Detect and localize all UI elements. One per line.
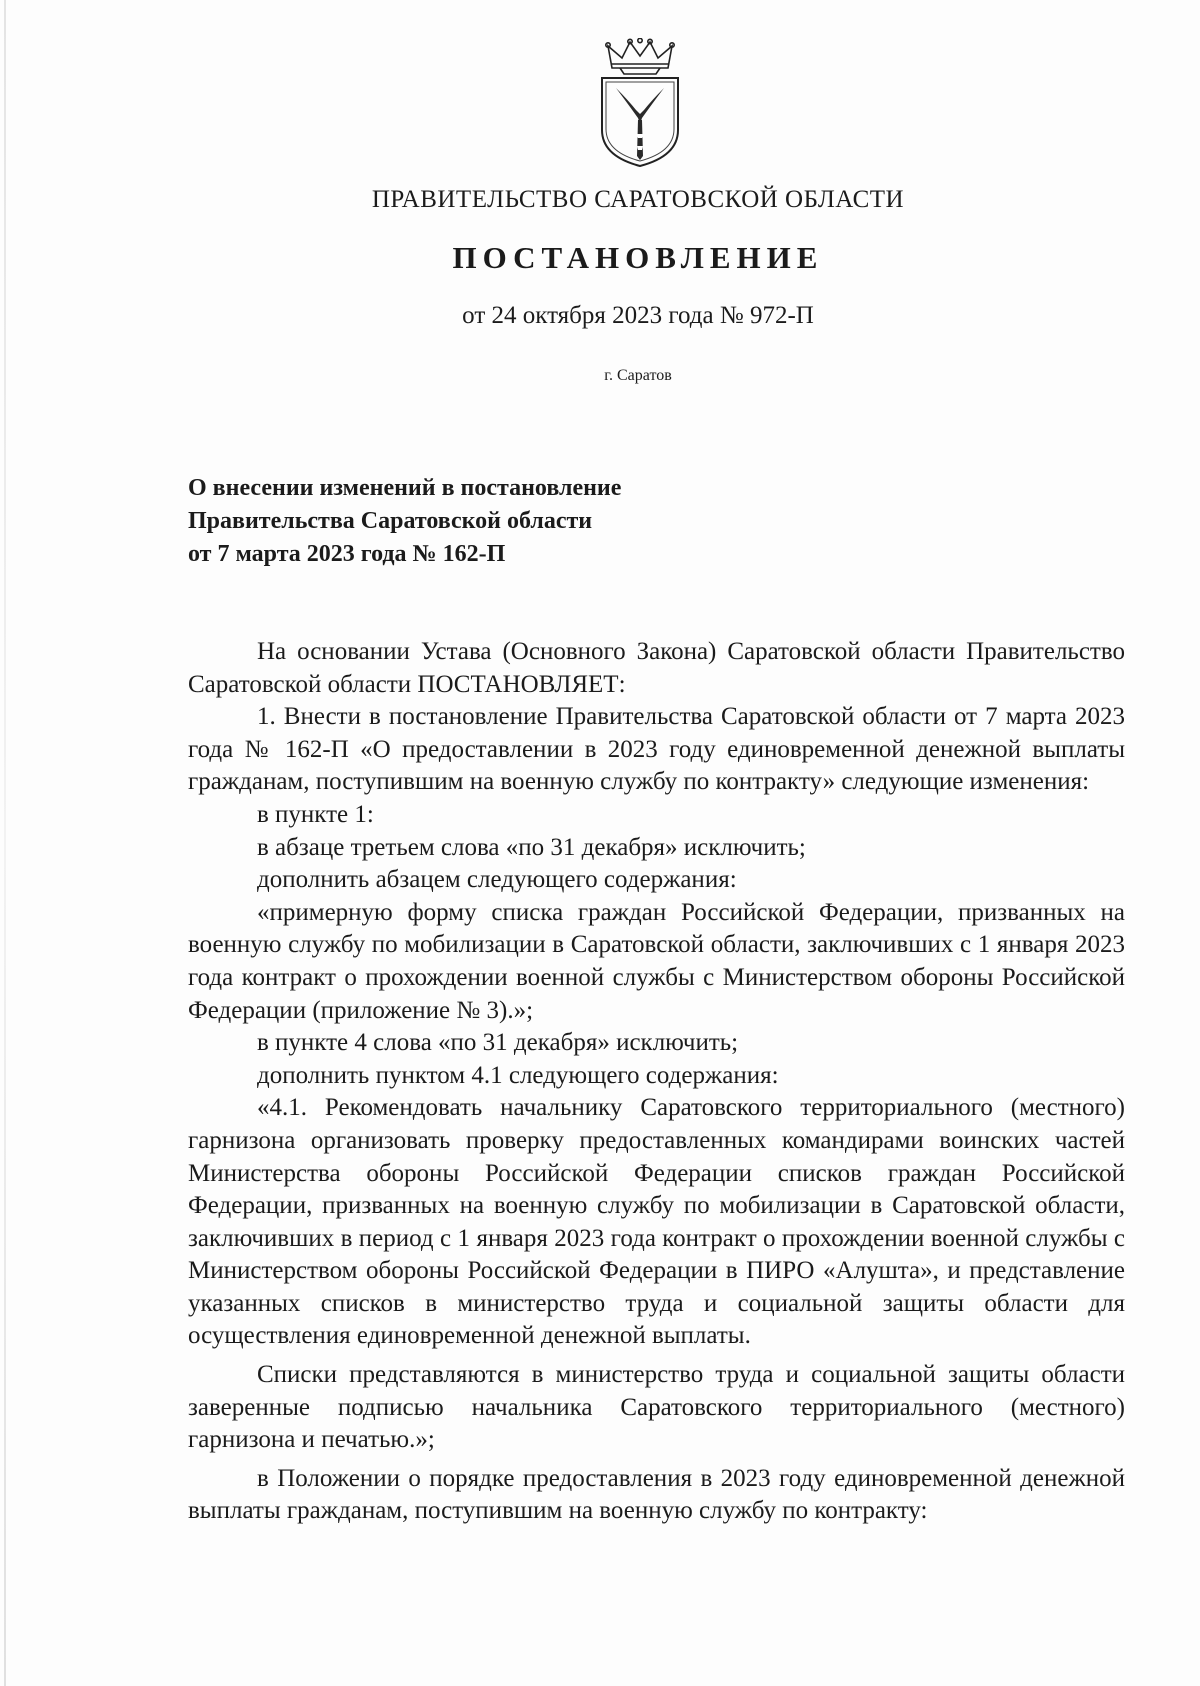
subject-line: Правительства Саратовской области bbox=[188, 508, 593, 534]
body-paragraph: в пункте 1: bbox=[257, 800, 374, 828]
body-paragraph: дополнить пунктом 4.1 следующего содержания: bbox=[257, 1061, 779, 1089]
body-paragraph: в пункте 4 слова «по 31 декабря» исключить; bbox=[257, 1029, 739, 1057]
body-paragraph: дополнить абзацем следующего содержания: bbox=[257, 866, 737, 894]
document-subject bbox=[188, 472, 888, 571]
body-paragraph: в Положении о порядке предоставления в 2023 году единовременной денежной выплаты гражданам, поступившим на военную службу по контракту: bbox=[188, 1464, 1125, 1525]
subject-line: О внесении изменений в постановление bbox=[188, 475, 622, 501]
body-paragraph: в абзаце третьем слова «по 31 декабря» исключить; bbox=[257, 833, 806, 861]
body-paragraph: 1. Внести в постановление Правительства Саратовской области от 7 марта 2023 года № 162-П «О предоставлении в 2023 году единовременной денежной выплаты гражданам, поступившим на военную службу по контракту» следующие изменения: bbox=[188, 703, 1125, 796]
document-city: г. Саратов bbox=[604, 367, 672, 384]
document-type-title: ПОСТАНОВЛЕНИЕ bbox=[452, 240, 824, 275]
government-name: ПРАВИТЕЛЬСТВО САРАТОВСКОЙ ОБЛАСТИ bbox=[371, 186, 905, 213]
subject-line: от 7 марта 2023 года № 162-П bbox=[188, 541, 506, 567]
body-paragraph: «примерную форму списка граждан Российской Федерации, призванных на военную службу по мобилизации в Саратовской области, заключивших с 1 января 2023 года контракт о прохождении военной службы с Министерством обороны Российской Федерации (приложение № 3).»; bbox=[188, 898, 1125, 1024]
body-paragraph: Списки представляются в министерство труда и социальной защиты области заверенные подписью начальника Саратовского территориального (местного) гарнизона и печатью.»; bbox=[188, 1361, 1125, 1454]
document-date-number: от 24 октября 2023 года № 972-П bbox=[462, 302, 814, 329]
coat-of-arms-icon bbox=[598, 38, 682, 168]
body-paragraph: На основании Устава (Основного Закона) Саратовской области Правительство Саратовской области ПОСТАНОВЛЯЕТ: bbox=[188, 638, 1125, 698]
document-body bbox=[188, 636, 1125, 1528]
body-paragraph: «4.1. Рекомендовать начальнику Саратовского территориального (местного) гарнизона организовать проверку предоставленных командирами воинских частей Министерства обороны Российской Федерации списков граждан Российской Федерации, призванных на военную службу по мобилизации в Саратовской области, заключивших в период с 1 января 2023 года контракт о прохождении военной службы с Министерством обороны Российской Федерации в ПИРО «Алушта», и представление указанных списков в министерство труда и социальной защиты области для осуществления единовременной денежной выплаты. bbox=[188, 1094, 1125, 1350]
